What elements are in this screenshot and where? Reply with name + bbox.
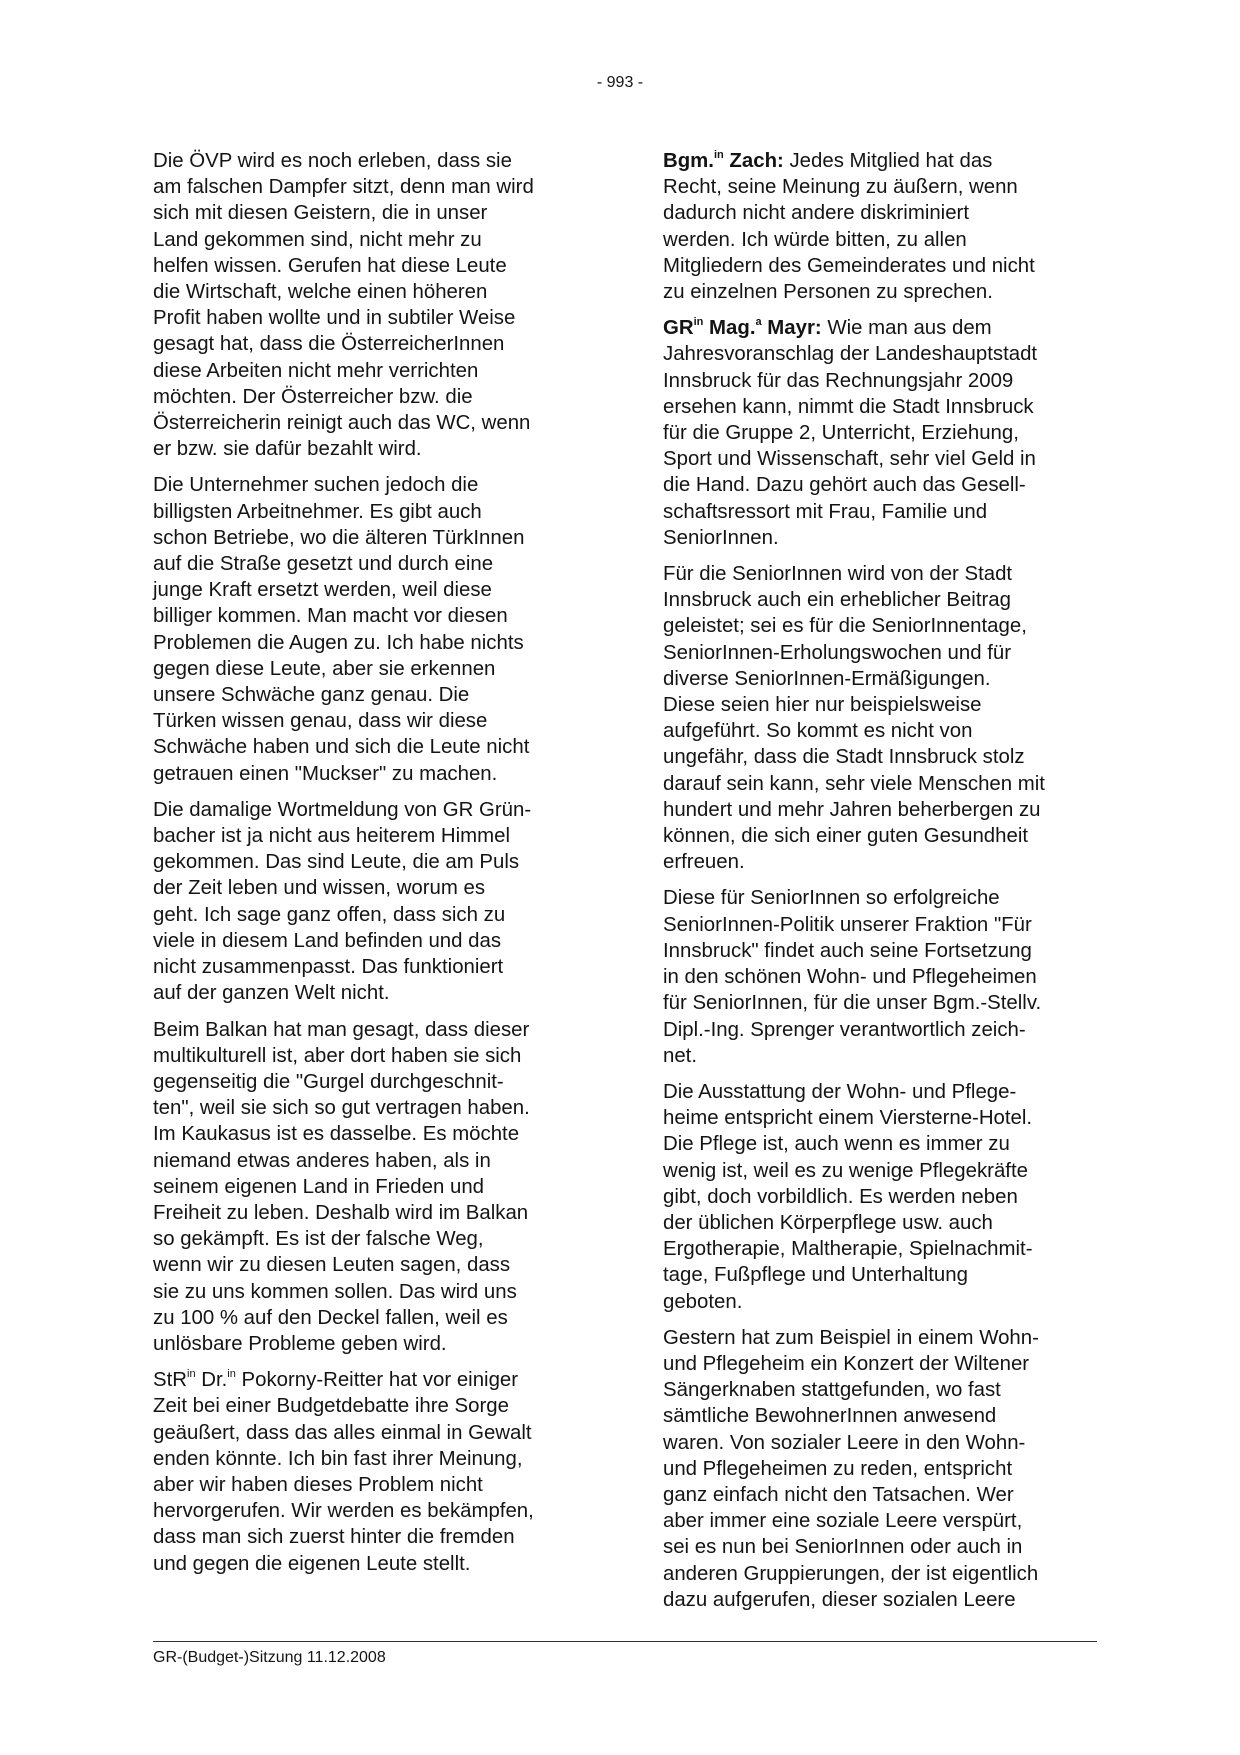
paragraph bbox=[663, 1079, 1099, 1315]
text-line: Mitgliedern des Gemeinderates und nicht bbox=[663, 254, 1035, 277]
text-line: möchten. Der Österreicher bzw. die bbox=[153, 385, 473, 408]
text-line bbox=[663, 315, 1099, 341]
superscript: in bbox=[713, 149, 724, 161]
text-line: ungefähr, dass die Stadt Innsbruck stolz bbox=[663, 746, 1025, 769]
text-line: aber immer eine soziale Leere verspürt, bbox=[663, 1510, 1023, 1533]
superscript: in bbox=[187, 1368, 196, 1381]
text-line: Profit haben wollte und in subtiler Weise bbox=[153, 307, 516, 330]
text-line: erfreuen. bbox=[663, 851, 745, 874]
text-line: gibt, doch vorbildlich. Es werden neben bbox=[663, 1185, 1018, 1208]
footer-divider bbox=[153, 1641, 1097, 1642]
text-line: sämtliche BewohnerInnen anwesend bbox=[663, 1405, 997, 1428]
text-line: geht. Ich sage ganz offen, dass sich zu bbox=[153, 903, 506, 926]
text-line: helfen wissen. Gerufen hat diese Leute bbox=[153, 254, 507, 277]
text-line: zu 100 % auf den Deckel fallen, weil es bbox=[153, 1306, 508, 1329]
text-line: aufgeführt. So kommt es nicht von bbox=[663, 720, 973, 743]
text-line: auf der ganzen Welt nicht. bbox=[153, 982, 390, 1005]
title-dr: Dr. bbox=[195, 1369, 228, 1392]
text-line: werden. Ich würde bitten, zu allen bbox=[663, 228, 967, 251]
text-line: Diese seien hier nur beispielsweise bbox=[663, 694, 982, 717]
text-line: diverse SeniorInnen-Ermäßigungen. bbox=[663, 667, 991, 690]
text-line: Die ÖVP wird es noch erleben, dass sie bbox=[153, 150, 512, 172]
text-line: die Wirtschaft, welche einen höheren bbox=[153, 281, 488, 304]
text-line: unlösbare Probleme geben wird. bbox=[153, 1332, 447, 1355]
text-line: SeniorInnen. bbox=[663, 526, 779, 549]
speaker-surname: Zach: bbox=[723, 150, 784, 172]
text-line: gegenseitig die "Gurgel durchgeschnit- bbox=[153, 1070, 504, 1093]
text-line: gegen diese Leute, aber sie erkennen bbox=[153, 657, 496, 680]
text-line: zu einzelnen Personen zu sprechen. bbox=[663, 281, 993, 304]
text-line: Problemen die Augen zu. Ich habe nichts bbox=[153, 631, 524, 654]
text-line: junge Kraft ersetzt werden, weil diese bbox=[153, 579, 492, 602]
text-line: der üblichen Körperpflege usw. auch bbox=[663, 1211, 993, 1234]
text-line: dazu aufgerufen, dieser sozialen Leere bbox=[663, 1588, 1016, 1611]
text-line: wenig ist, weil es zu wenige Pflegekräfte bbox=[663, 1159, 1028, 1182]
paragraph bbox=[153, 472, 585, 786]
text-line: net. bbox=[663, 1044, 698, 1067]
text-line: Schwäche haben und sich die Leute nicht bbox=[153, 736, 530, 759]
superscript: in bbox=[693, 316, 704, 329]
text-line: dass man sich zuerst hinter die fremden bbox=[153, 1526, 515, 1549]
text-line: ten", weil sie sich so gut vertragen haben. bbox=[153, 1097, 530, 1120]
text-line: diese Arbeiten nicht mehr verrichten bbox=[153, 359, 479, 382]
text-line: geboten. bbox=[663, 1290, 743, 1313]
text-line: billiger kommen. Man macht vor diesen bbox=[153, 605, 508, 628]
superscript: in bbox=[227, 1368, 236, 1381]
text-line: geleistet; sei es für die SeniorInnentage, bbox=[663, 615, 1027, 638]
text-line: geäußert, dass das alles einmal in Gewalt bbox=[153, 1421, 532, 1444]
text-line bbox=[663, 148, 1099, 174]
text-fragment: Wie man aus dem bbox=[821, 317, 992, 340]
text-line: gekommen. Das sind Leute, die am Puls bbox=[153, 851, 520, 874]
right-column bbox=[663, 148, 1099, 1623]
text-line: ersehen kann, nimmt die Stadt Innsbruck bbox=[663, 395, 1034, 418]
text-line: so gekämpft. Es ist der falsche Weg, bbox=[153, 1228, 484, 1251]
text-line: schaftsressort mit Frau, Familie und bbox=[663, 500, 988, 523]
text-line: aber wir haben dieses Problem nicht bbox=[153, 1473, 483, 1496]
text-line: Recht, seine Meinung zu äußern, wenn bbox=[663, 176, 1018, 199]
text-line: am falschen Dampfer sitzt, denn man wird bbox=[153, 176, 534, 199]
text-fragment: Pokorny-Reitter hat vor einiger bbox=[235, 1369, 519, 1392]
text-line: Die Ausstattung der Wohn- und Pflege- bbox=[663, 1080, 1017, 1103]
paragraph bbox=[663, 885, 1099, 1068]
text-line: für die Gruppe 2, Unterricht, Erziehung, bbox=[663, 422, 1019, 445]
text-line: Jahresvoranschlag der Landeshauptstadt bbox=[663, 343, 1038, 366]
speaker-title: Bgm. bbox=[663, 150, 714, 172]
paragraph bbox=[663, 315, 1099, 551]
text-line: und Pflegeheim ein Konzert der Wiltener bbox=[663, 1352, 1030, 1375]
text-line: anderen Gruppierungen, der ist eigentlich bbox=[663, 1562, 1039, 1585]
footer-text: GR-(Budget-)Sitzung 11.12.2008 bbox=[153, 1649, 386, 1666]
text-line: getrauen einen "Muckser" zu machen. bbox=[153, 762, 498, 785]
text-line: hundert und mehr Jahren beherbergen zu bbox=[663, 798, 1041, 821]
text-line: wenn wir zu diesen Leuten sagen, dass bbox=[153, 1254, 511, 1277]
text-line: bacher ist ja nicht aus heiterem Himmel bbox=[153, 825, 510, 848]
text-line: viele in diesem Land befinden und das bbox=[153, 929, 502, 952]
text-line: heime entspricht einem Viersterne-Hotel. bbox=[663, 1107, 1033, 1130]
text-line: ganz einfach nicht den Tatsachen. Wer bbox=[663, 1483, 1014, 1506]
title-str: StR bbox=[153, 1369, 187, 1392]
text-line: Innsbruck" findet auch seine Fortsetzung bbox=[663, 939, 1032, 962]
speaker-title: GR bbox=[663, 317, 694, 340]
text-line: Beim Balkan hat man gesagt, dass dieser bbox=[153, 1018, 530, 1041]
text-line: Die Unternehmer suchen jedoch die bbox=[153, 474, 479, 497]
text-line: dadurch nicht andere diskriminiert bbox=[663, 202, 970, 225]
speaker-name bbox=[663, 317, 822, 339]
paragraph bbox=[153, 1017, 585, 1358]
text-line: hervorgerufen. Wir werden es bekämpfen, bbox=[153, 1500, 534, 1523]
text-line: und Pflegeheimen zu reden, entspricht bbox=[663, 1457, 1013, 1480]
superscript: a bbox=[755, 316, 762, 329]
text-line: Land gekommen sind, nicht mehr zu bbox=[153, 228, 482, 251]
text-line: SeniorInnen-Politik unserer Fraktion "Für bbox=[663, 913, 1032, 936]
text-line: Zeit bei einer Budgetdebatte ihre Sorge bbox=[153, 1395, 509, 1418]
paragraph bbox=[153, 1367, 585, 1577]
text-line: nicht zusammenpasst. Das funktioniert bbox=[153, 956, 504, 979]
text-line: Gestern hat zum Beispiel in einem Wohn- bbox=[663, 1326, 1039, 1349]
paragraph bbox=[663, 561, 1099, 875]
text-line: die Hand. Dazu gehört auch das Gesell- bbox=[663, 474, 1026, 497]
text-line: Diese für SeniorInnen so erfolgreiche bbox=[663, 887, 1000, 910]
text-line: seinem eigenen Land in Frieden und bbox=[153, 1175, 485, 1198]
text-line: schon Betriebe, wo die älteren TürkInnen bbox=[153, 526, 525, 549]
text-line: Im Kaukasus ist es dasselbe. Es möchte bbox=[153, 1123, 520, 1146]
text-line: können, die sich einer guten Gesundheit bbox=[663, 825, 1029, 848]
text-line: Freiheit zu leben. Deshalb wird im Balkan bbox=[153, 1201, 529, 1224]
text-line: Ergotherapie, Maltherapie, Spielnachmit- bbox=[663, 1238, 1033, 1261]
text-line: tage, Fußpflege und Unterhaltung bbox=[663, 1264, 968, 1287]
text-line: Die damalige Wortmeldung von GR Grün- bbox=[153, 798, 532, 821]
speaker-title-mag: Mag. bbox=[703, 317, 756, 340]
text-line: Sängerknaben stattgefunden, wo fast bbox=[663, 1379, 1001, 1402]
text-line: sie zu uns kommen sollen. Das wird uns bbox=[153, 1280, 517, 1303]
text-line: auf die Straße gesetzt und durch eine bbox=[153, 553, 494, 576]
text-line: multikulturell ist, aber dort haben sie sich bbox=[153, 1044, 522, 1067]
paragraph bbox=[153, 148, 585, 462]
text-line: für SeniorInnen, für die unser Bgm.-Stellv. bbox=[663, 992, 1042, 1015]
text-line: SeniorInnen-Erholungswochen und für bbox=[663, 641, 1012, 664]
text-line bbox=[153, 1367, 585, 1393]
text-line: der Zeit leben und wissen, worum es bbox=[153, 877, 486, 900]
paragraph bbox=[663, 1325, 1099, 1613]
text-line: niemand etwas anderes haben, als in bbox=[153, 1149, 491, 1172]
text-line: Für die SeniorInnen wird von der Stadt bbox=[663, 563, 1013, 586]
text-line: enden könnte. Ich bin fast ihrer Meinung, bbox=[153, 1447, 523, 1470]
text-line: in den schönen Wohn- und Pflegeheimen bbox=[663, 966, 1037, 989]
text-line: darauf sein kann, sehr viele Menschen mit bbox=[663, 772, 1045, 795]
text-line: Türken wissen genau, dass wir diese bbox=[153, 710, 488, 733]
text-line: Österreicherin reinigt auch das WC, wenn bbox=[153, 412, 531, 435]
text-line: Sport und Wissenschaft, sehr viel Geld in bbox=[663, 448, 1036, 471]
speaker-name bbox=[663, 150, 784, 172]
text-line: billigsten Arbeitnehmer. Es gibt auch bbox=[153, 500, 482, 523]
text-line: Dipl.-Ing. Sprenger verantwortlich zeich- bbox=[663, 1018, 1026, 1041]
paragraph bbox=[663, 148, 1099, 305]
text-line: gesagt hat, dass die ÖsterreicherInnen bbox=[153, 333, 505, 356]
paragraph bbox=[153, 797, 585, 1007]
text-line: sich mit diesen Geistern, die in unser bbox=[153, 202, 488, 225]
text-fragment: Jedes Mitglied hat das bbox=[783, 150, 993, 172]
page-number: - 993 - bbox=[596, 74, 644, 91]
text-line: waren. Von sozialer Leere in den Wohn- bbox=[663, 1431, 1026, 1454]
text-line: er bzw. sie dafür bezahlt wird. bbox=[153, 438, 422, 461]
text-line: und gegen die eigenen Leute stellt. bbox=[153, 1552, 471, 1575]
text-line: Innsbruck auch ein erheblicher Beitrag bbox=[663, 589, 1011, 612]
text-line: unsere Schwäche ganz genau. Die bbox=[153, 684, 470, 707]
text-line: Die Pflege ist, auch wenn es immer zu bbox=[663, 1133, 1010, 1156]
speaker-surname: Mayr: bbox=[761, 317, 822, 340]
text-line: Innsbruck für das Rechnungsjahr 2009 bbox=[663, 369, 1014, 392]
text-line: sei es nun bei SeniorInnen oder auch in bbox=[663, 1536, 1023, 1559]
left-column bbox=[153, 148, 585, 1587]
